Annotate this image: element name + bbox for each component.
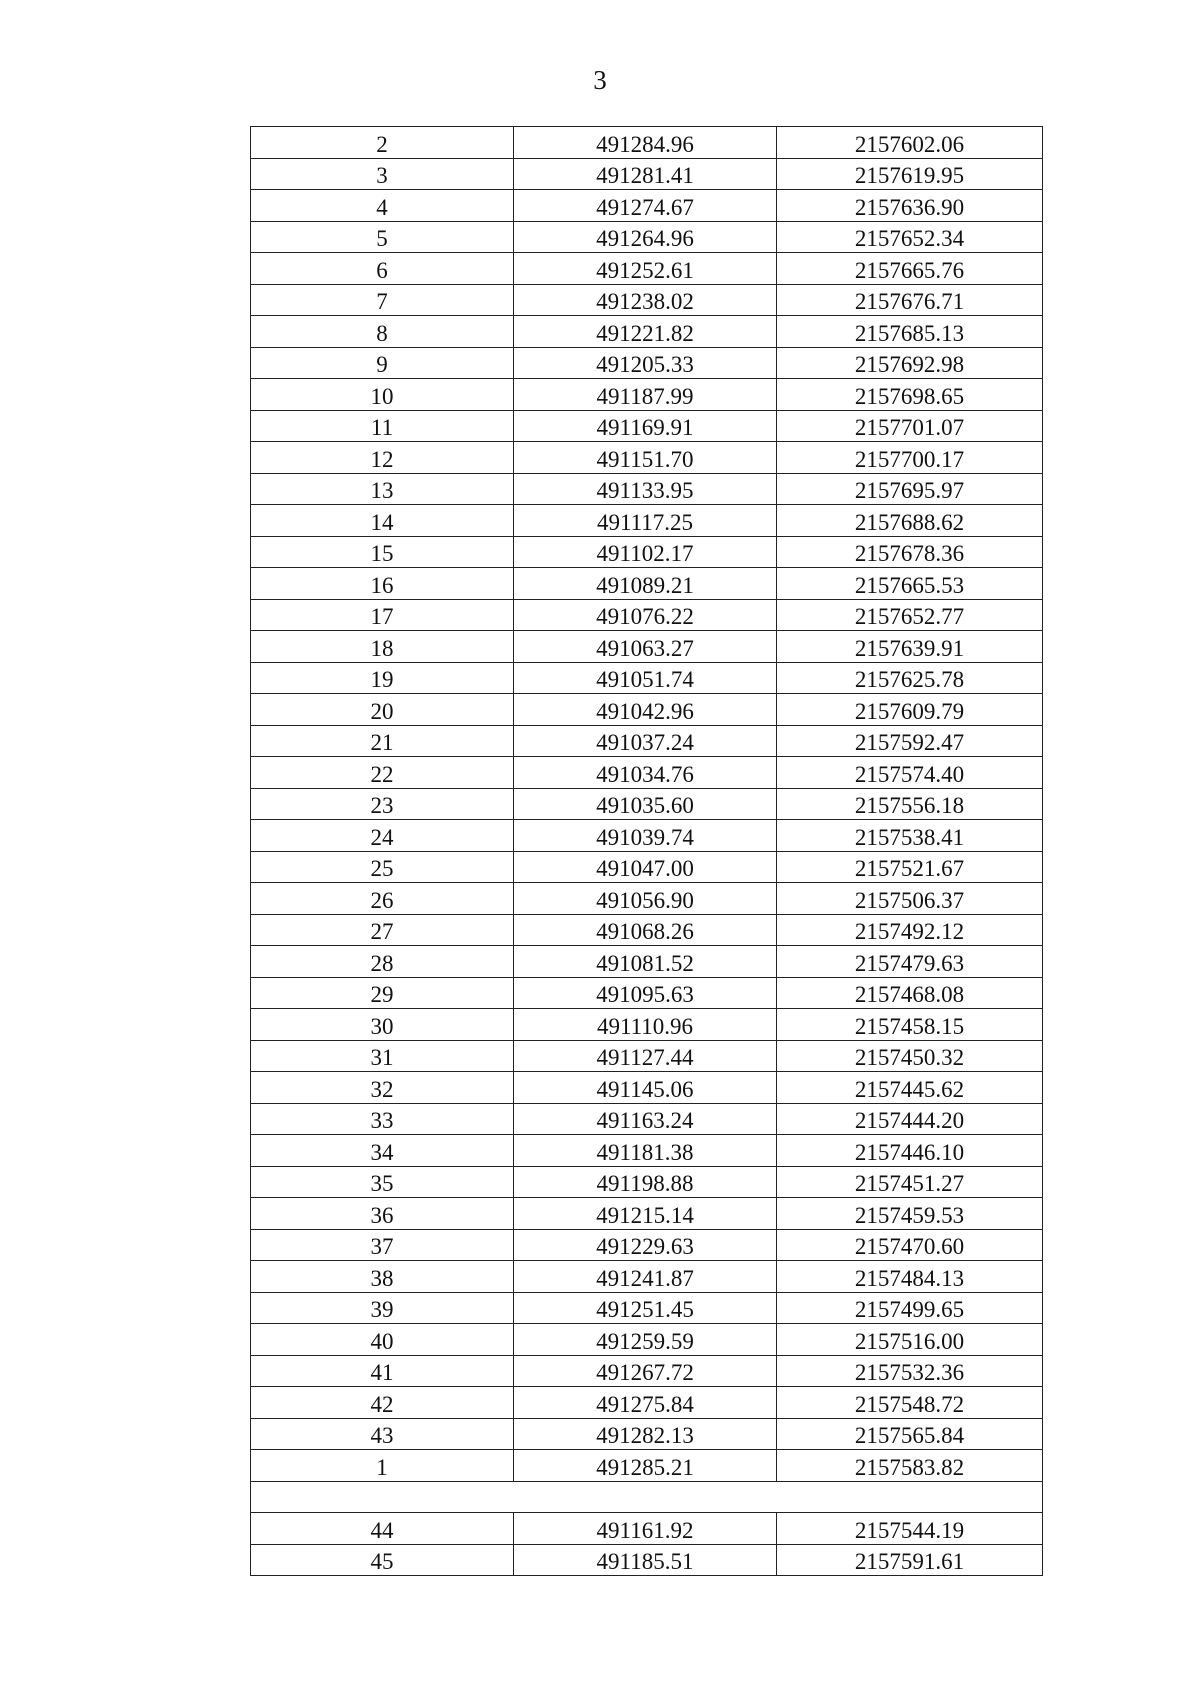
x-coordinate-cell: 491281.41	[514, 158, 777, 190]
point-number-cell: 16	[251, 568, 514, 600]
x-coordinate-cell: 491285.21	[514, 1450, 777, 1482]
page-number: 3	[593, 65, 607, 95]
point-number-cell: 35	[251, 1166, 514, 1198]
table-row	[251, 1166, 1043, 1198]
table-row	[251, 1387, 1043, 1419]
table-row	[251, 599, 1043, 631]
y-coordinate-cell: 2157574.40	[777, 757, 1043, 789]
point-number-cell: 5	[251, 221, 514, 253]
table-row	[251, 158, 1043, 190]
table-row	[251, 347, 1043, 379]
point-number-cell: 23	[251, 788, 514, 820]
point-number-cell: 33	[251, 1103, 514, 1135]
x-coordinate-cell: 491117.25	[514, 505, 777, 537]
x-coordinate-cell: 491102.17	[514, 536, 777, 568]
table-row	[251, 1450, 1043, 1482]
table-row	[251, 631, 1043, 663]
table-row	[251, 1009, 1043, 1041]
y-coordinate-cell: 2157484.13	[777, 1261, 1043, 1293]
y-coordinate-cell: 2157479.63	[777, 946, 1043, 978]
x-coordinate-cell: 491145.06	[514, 1072, 777, 1104]
y-coordinate-cell: 2157470.60	[777, 1229, 1043, 1261]
point-number-cell: 11	[251, 410, 514, 442]
y-coordinate-cell: 2157492.12	[777, 914, 1043, 946]
table-row	[251, 1261, 1043, 1293]
table-row	[251, 662, 1043, 694]
point-number-cell: 8	[251, 316, 514, 348]
table-row	[251, 442, 1043, 474]
table-row	[251, 977, 1043, 1009]
y-coordinate-cell: 2157665.53	[777, 568, 1043, 600]
y-coordinate-cell: 2157701.07	[777, 410, 1043, 442]
point-number-cell: 29	[251, 977, 514, 1009]
x-coordinate-cell: 491068.26	[514, 914, 777, 946]
x-coordinate-cell: 491241.87	[514, 1261, 777, 1293]
x-coordinate-cell: 491076.22	[514, 599, 777, 631]
y-coordinate-cell: 2157698.65	[777, 379, 1043, 411]
point-number-cell: 34	[251, 1135, 514, 1167]
y-coordinate-cell: 2157516.00	[777, 1324, 1043, 1356]
point-number-cell: 10	[251, 379, 514, 411]
x-coordinate-cell: 491221.82	[514, 316, 777, 348]
y-coordinate-cell: 2157532.36	[777, 1355, 1043, 1387]
point-number-cell: 20	[251, 694, 514, 726]
point-number-cell: 27	[251, 914, 514, 946]
point-number-cell: 24	[251, 820, 514, 852]
point-number-cell: 17	[251, 599, 514, 631]
point-number-cell: 1	[251, 1450, 514, 1482]
point-number-cell: 25	[251, 851, 514, 883]
point-number-cell: 12	[251, 442, 514, 474]
x-coordinate-cell: 491110.96	[514, 1009, 777, 1041]
point-number-cell: 18	[251, 631, 514, 663]
y-coordinate-cell: 2157652.77	[777, 599, 1043, 631]
point-number-cell: 36	[251, 1198, 514, 1230]
table-row	[251, 694, 1043, 726]
x-coordinate-cell: 491163.24	[514, 1103, 777, 1135]
x-coordinate-cell: 491039.74	[514, 820, 777, 852]
separator-cell	[251, 1481, 1043, 1513]
table-separator-row	[251, 1481, 1043, 1513]
x-coordinate-cell: 491274.67	[514, 190, 777, 222]
x-coordinate-cell: 491133.95	[514, 473, 777, 505]
y-coordinate-cell: 2157695.97	[777, 473, 1043, 505]
point-number-cell: 21	[251, 725, 514, 757]
point-number-cell: 15	[251, 536, 514, 568]
point-number-cell: 28	[251, 946, 514, 978]
point-number-cell: 41	[251, 1355, 514, 1387]
x-coordinate-cell: 491198.88	[514, 1166, 777, 1198]
y-coordinate-cell: 2157700.17	[777, 442, 1043, 474]
x-coordinate-cell: 491089.21	[514, 568, 777, 600]
x-coordinate-cell: 491229.63	[514, 1229, 777, 1261]
table-row	[251, 820, 1043, 852]
point-number-cell: 39	[251, 1292, 514, 1324]
point-number-cell: 3	[251, 158, 514, 190]
x-coordinate-cell: 491282.13	[514, 1418, 777, 1450]
table-row	[251, 1544, 1043, 1576]
table-row	[251, 1418, 1043, 1450]
table-row	[251, 190, 1043, 222]
point-number-cell: 32	[251, 1072, 514, 1104]
x-coordinate-cell: 491238.02	[514, 284, 777, 316]
x-coordinate-cell: 491275.84	[514, 1387, 777, 1419]
table-row	[251, 1229, 1043, 1261]
point-number-cell: 13	[251, 473, 514, 505]
point-number-cell: 43	[251, 1418, 514, 1450]
table-row	[251, 883, 1043, 915]
x-coordinate-cell: 491161.92	[514, 1513, 777, 1545]
table-row	[251, 946, 1043, 978]
x-coordinate-cell: 491056.90	[514, 883, 777, 915]
y-coordinate-cell: 2157544.19	[777, 1513, 1043, 1545]
point-number-cell: 37	[251, 1229, 514, 1261]
y-coordinate-cell: 2157556.18	[777, 788, 1043, 820]
x-coordinate-cell: 491284.96	[514, 127, 777, 159]
point-number-cell: 42	[251, 1387, 514, 1419]
table-row	[251, 851, 1043, 883]
table-row	[251, 1135, 1043, 1167]
x-coordinate-cell: 491264.96	[514, 221, 777, 253]
table-body	[251, 127, 1043, 1576]
x-coordinate-cell: 491251.45	[514, 1292, 777, 1324]
table-row	[251, 473, 1043, 505]
y-coordinate-cell: 2157583.82	[777, 1450, 1043, 1482]
table-row	[251, 1513, 1043, 1545]
coordinates-table	[250, 126, 1043, 1576]
table-row	[251, 1072, 1043, 1104]
y-coordinate-cell: 2157592.47	[777, 725, 1043, 757]
x-coordinate-cell: 491151.70	[514, 442, 777, 474]
table-row	[251, 379, 1043, 411]
y-coordinate-cell: 2157548.72	[777, 1387, 1043, 1419]
table-row	[251, 127, 1043, 159]
x-coordinate-cell: 491185.51	[514, 1544, 777, 1576]
y-coordinate-cell: 2157665.76	[777, 253, 1043, 285]
y-coordinate-cell: 2157678.36	[777, 536, 1043, 568]
y-coordinate-cell: 2157459.53	[777, 1198, 1043, 1230]
point-number-cell: 6	[251, 253, 514, 285]
point-number-cell: 9	[251, 347, 514, 379]
point-number-cell: 4	[251, 190, 514, 222]
y-coordinate-cell: 2157458.15	[777, 1009, 1043, 1041]
table-row	[251, 568, 1043, 600]
x-coordinate-cell: 491037.24	[514, 725, 777, 757]
point-number-cell: 45	[251, 1544, 514, 1576]
y-coordinate-cell: 2157685.13	[777, 316, 1043, 348]
table-row	[251, 284, 1043, 316]
table-row	[251, 1198, 1043, 1230]
point-number-cell: 40	[251, 1324, 514, 1356]
point-number-cell: 31	[251, 1040, 514, 1072]
x-coordinate-cell: 491063.27	[514, 631, 777, 663]
y-coordinate-cell: 2157506.37	[777, 883, 1043, 915]
y-coordinate-cell: 2157636.90	[777, 190, 1043, 222]
point-number-cell: 26	[251, 883, 514, 915]
table-row	[251, 316, 1043, 348]
y-coordinate-cell: 2157692.98	[777, 347, 1043, 379]
point-number-cell: 2	[251, 127, 514, 159]
y-coordinate-cell: 2157445.62	[777, 1072, 1043, 1104]
table-row	[251, 221, 1043, 253]
x-coordinate-cell: 491215.14	[514, 1198, 777, 1230]
table-row	[251, 1103, 1043, 1135]
table-row	[251, 1292, 1043, 1324]
x-coordinate-cell: 491081.52	[514, 946, 777, 978]
y-coordinate-cell: 2157676.71	[777, 284, 1043, 316]
y-coordinate-cell: 2157565.84	[777, 1418, 1043, 1450]
point-number-cell: 44	[251, 1513, 514, 1545]
point-number-cell: 14	[251, 505, 514, 537]
y-coordinate-cell: 2157499.65	[777, 1292, 1043, 1324]
table-row	[251, 1040, 1043, 1072]
x-coordinate-cell: 491051.74	[514, 662, 777, 694]
x-coordinate-cell: 491181.38	[514, 1135, 777, 1167]
y-coordinate-cell: 2157609.79	[777, 694, 1043, 726]
x-coordinate-cell: 491127.44	[514, 1040, 777, 1072]
x-coordinate-cell: 491169.91	[514, 410, 777, 442]
x-coordinate-cell: 491205.33	[514, 347, 777, 379]
table-row	[251, 253, 1043, 285]
y-coordinate-cell: 2157639.91	[777, 631, 1043, 663]
x-coordinate-cell: 491047.00	[514, 851, 777, 883]
table-row	[251, 1324, 1043, 1356]
x-coordinate-cell: 491267.72	[514, 1355, 777, 1387]
y-coordinate-cell: 2157688.62	[777, 505, 1043, 537]
y-coordinate-cell: 2157451.27	[777, 1166, 1043, 1198]
table-row	[251, 757, 1043, 789]
y-coordinate-cell: 2157625.78	[777, 662, 1043, 694]
point-number-cell: 19	[251, 662, 514, 694]
y-coordinate-cell: 2157652.34	[777, 221, 1043, 253]
x-coordinate-cell: 491034.76	[514, 757, 777, 789]
y-coordinate-cell: 2157591.61	[777, 1544, 1043, 1576]
table-row	[251, 914, 1043, 946]
table-row	[251, 788, 1043, 820]
y-coordinate-cell: 2157538.41	[777, 820, 1043, 852]
table-row	[251, 505, 1043, 537]
table-row	[251, 410, 1043, 442]
x-coordinate-cell: 491042.96	[514, 694, 777, 726]
x-coordinate-cell: 491187.99	[514, 379, 777, 411]
table-row	[251, 1355, 1043, 1387]
y-coordinate-cell: 2157468.08	[777, 977, 1043, 1009]
y-coordinate-cell: 2157450.32	[777, 1040, 1043, 1072]
y-coordinate-cell: 2157619.95	[777, 158, 1043, 190]
y-coordinate-cell: 2157444.20	[777, 1103, 1043, 1135]
point-number-cell: 7	[251, 284, 514, 316]
y-coordinate-cell: 2157521.67	[777, 851, 1043, 883]
y-coordinate-cell: 2157446.10	[777, 1135, 1043, 1167]
x-coordinate-cell: 491095.63	[514, 977, 777, 1009]
point-number-cell: 38	[251, 1261, 514, 1293]
table-row	[251, 725, 1043, 757]
x-coordinate-cell: 491259.59	[514, 1324, 777, 1356]
y-coordinate-cell: 2157602.06	[777, 127, 1043, 159]
table-row	[251, 536, 1043, 568]
x-coordinate-cell: 491252.61	[514, 253, 777, 285]
x-coordinate-cell: 491035.60	[514, 788, 777, 820]
point-number-cell: 22	[251, 757, 514, 789]
point-number-cell: 30	[251, 1009, 514, 1041]
